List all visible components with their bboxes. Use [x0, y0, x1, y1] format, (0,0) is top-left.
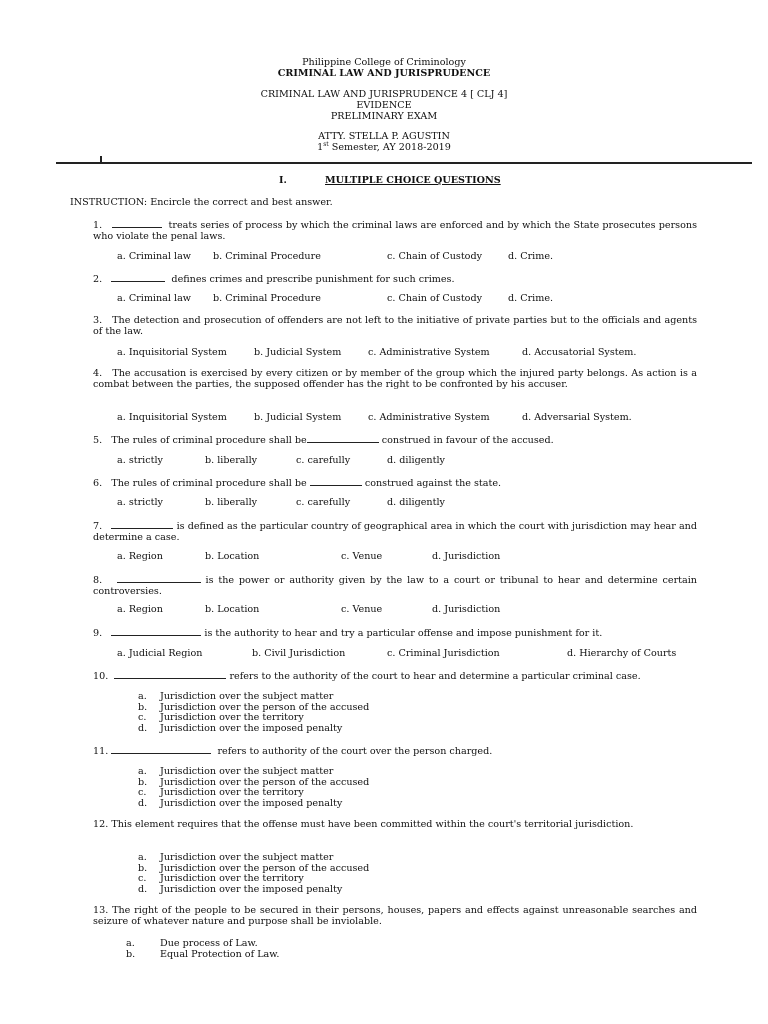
choice[interactable]: d. Jurisdiction over the imposed penalty [138, 722, 343, 734]
section-number: I. [279, 175, 287, 186]
question-6: 6. The rules of criminal procedure shall be construed against the state. [93, 478, 502, 489]
choice[interactable]: b. Jurisdiction over the person of the accused [138, 701, 370, 713]
question-2: 2. defines crimes and prescribe punishment for such crimes. [93, 274, 455, 285]
choice[interactable]: c. Jurisdiction over the territory [138, 787, 304, 798]
option[interactable]: b. Location [205, 604, 260, 615]
option[interactable]: d. Hierarchy of Courts [567, 648, 677, 659]
question-11: 11. refers to authority of the court over the person charged. [93, 746, 493, 757]
instruction-text: INSTRUCTION: Encircle the correct and best answer. [70, 197, 333, 208]
exam-title: PRELIMINARY EXAM [330, 111, 438, 122]
exam-header [0, 57, 768, 79]
question-1: 1. treats series of process by which the criminal laws are enforced and by which the State prosecutes persons who violate the penal laws. [93, 220, 697, 242]
choices-11 [138, 766, 369, 808]
answer-blank [310, 476, 362, 486]
option[interactable]: d. Crime. [508, 251, 554, 262]
department-name: CRIMINAL LAW AND JURISPRUDENCE [277, 68, 491, 79]
answer-blank [111, 272, 165, 282]
choices-12 [138, 852, 369, 894]
option[interactable]: a. Inquisitorial System [117, 412, 227, 423]
question-7: 7. is defined as the particular country of geographical area in which the court with jurisdiction may hear and determine a case. [93, 521, 697, 543]
header-divider [56, 162, 752, 164]
choice[interactable]: a. Jurisdiction over the subject matter [138, 852, 334, 863]
option[interactable]: d. Jurisdiction [432, 604, 501, 615]
course-block [0, 89, 768, 122]
question-12: 12. This element requires that the offense must have been committed within the court's territorial jurisdiction. [93, 819, 634, 830]
subject-title: EVIDENCE [356, 100, 412, 111]
option[interactable]: b. liberally [205, 497, 258, 508]
choice[interactable]: d. Jurisdiction over the imposed penalty [138, 797, 343, 809]
option[interactable]: c. Administrative System [368, 347, 490, 358]
option[interactable]: d. Adversarial System. [522, 412, 632, 423]
answer-blank [111, 626, 201, 636]
option[interactable]: b. Civil Jurisdiction [252, 648, 346, 659]
option[interactable]: b. Criminal Procedure [213, 251, 321, 262]
option[interactable]: d. diligently [387, 497, 445, 508]
answer-blank [114, 669, 226, 679]
choice[interactable]: a. Due process of Law. [126, 938, 258, 949]
option[interactable]: b. Judicial System [254, 412, 342, 423]
section-title: MULTIPLE CHOICE QUESTIONS [325, 175, 501, 186]
course-title: CRIMINAL LAW AND JURISPRUDENCE 4 [ CLJ 4] [260, 89, 508, 100]
option[interactable]: c. Criminal Jurisdiction [387, 648, 500, 659]
section-heading [279, 175, 501, 186]
question-9: 9. is the authority to hear and try a particular offense and impose punishment for it. [93, 628, 603, 639]
answer-blank [111, 744, 211, 754]
instructor-name: ATTY. STELLA P. AGUSTIN [318, 131, 450, 142]
choices-10 [138, 691, 369, 733]
option[interactable]: c. Chain of Custody [387, 251, 483, 262]
option[interactable]: b. liberally [205, 455, 258, 466]
option[interactable]: b. Location [205, 551, 260, 562]
option[interactable]: c. Venue [341, 604, 383, 615]
choice[interactable]: c. Jurisdiction over the territory [138, 873, 304, 884]
option[interactable]: a. Inquisitorial System [117, 347, 227, 358]
option[interactable]: a. Judicial Region [117, 648, 203, 659]
question-8: 8. is the power or authority given by the law to a court or tribunal to hear and determine certain controversies. [93, 575, 697, 597]
option[interactable]: a. Region [117, 551, 163, 562]
instructor-block [0, 131, 768, 153]
answer-blank [307, 433, 379, 443]
choices-13 [126, 938, 279, 960]
option[interactable]: d. Crime. [508, 293, 554, 304]
choice[interactable]: b. Jurisdiction over the person of the accused [138, 776, 370, 788]
option[interactable]: c. Chain of Custody [387, 293, 483, 304]
college-name: Philippine College of Criminology [302, 57, 466, 68]
option[interactable]: a. strictly [117, 455, 163, 466]
option[interactable]: a. strictly [117, 497, 163, 508]
semester-line: 1st Semester, AY 2018-2019 [317, 140, 451, 153]
option[interactable]: a. Criminal law [117, 293, 191, 304]
option[interactable]: c. carefully [296, 497, 351, 508]
option[interactable]: d. Accusatorial System. [522, 347, 637, 358]
option[interactable]: d. Jurisdiction [432, 551, 501, 562]
option[interactable]: b. Judicial System [254, 347, 342, 358]
option[interactable]: d. diligently [387, 455, 445, 466]
question-4: 4. The accusation is exercised by every citizen or by member of the group which the injured party belongs. As action is a combat between the parties, the supposed offender has the right to be confronted by his accuser. [93, 368, 697, 390]
answer-blank [112, 218, 162, 228]
choice[interactable]: b. Jurisdiction over the person of the accused [138, 862, 370, 874]
option[interactable]: b. Criminal Procedure [213, 293, 321, 304]
choice[interactable]: a. Jurisdiction over the subject matter [138, 766, 334, 777]
choice[interactable]: a. Jurisdiction over the subject matter [138, 691, 334, 702]
option[interactable]: c. Administrative System [368, 412, 490, 423]
question-3: 3. The detection and prosecution of offenders are not left to the initiative of private parties but to the officials and agents of the law. [93, 315, 697, 337]
choice[interactable]: d. Jurisdiction over the imposed penalty [138, 883, 343, 895]
answer-blank [117, 573, 201, 583]
question-10: 10. refers to the authority of the court to hear and determine a particular criminal case. [93, 671, 641, 682]
answer-blank [111, 519, 173, 529]
option[interactable]: a. Criminal law [117, 251, 191, 262]
option[interactable]: a. Region [117, 604, 163, 615]
option[interactable]: c. Venue [341, 551, 383, 562]
choice[interactable]: b. Equal Protection of Law. [126, 949, 280, 960]
question-13: 13. The right of the people to be secured in their persons, houses, papers and effects against unreasonable searches and seizure of whatever nature and purpose shall be inviolable. [93, 905, 697, 927]
question-5: 5. The rules of criminal procedure shall be construed in favour of the accused. [93, 435, 554, 446]
option[interactable]: c. carefully [296, 455, 351, 466]
choice[interactable]: c. Jurisdiction over the territory [138, 712, 304, 723]
